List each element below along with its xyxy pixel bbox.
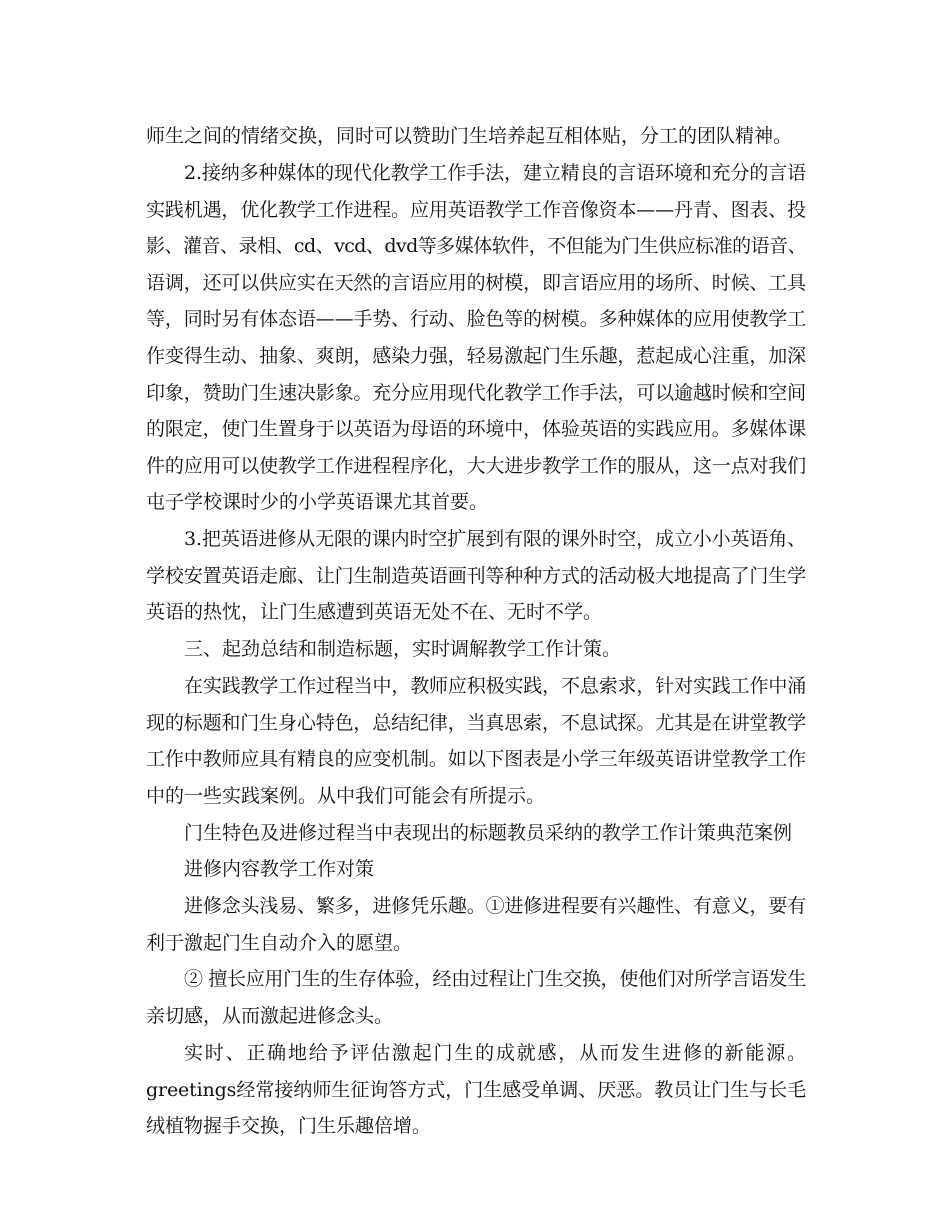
text-line: 英语的热忱，让门生感遭到英语无处不在、无时不学。 [146, 601, 603, 624]
section-heading: 三、起劲总结和制造标题，实时调解教学工作计策。 [184, 638, 622, 660]
paragraph-7 [146, 851, 806, 888]
text-line: 实践机遇，优化教学工作进程。应用英语教学工作音像资本——丹青、图表、投 [146, 198, 806, 221]
paragraph-9 [146, 961, 806, 1034]
text-line: 印象，赞助门生速决影象。充分应用现代化教学工作手法，可以逾越时候和空间 [146, 381, 806, 404]
text-line: 实时、正确地给予评估激起门生的成就感，从而发生进修的新能源。 [184, 1042, 806, 1064]
text-line: 在实践教学工作过程当中，教师应积极实践，不息索求，针对实践工作中涌 [184, 675, 807, 697]
text-line: ② 擅长应用门生的生存体验，经由过程让门生交换，使他们对所学言语发生 [184, 968, 806, 990]
text-line: 影、灌音、录相、cd、vcd、dvd等多媒体软件，不但能为门生供应标准的语音、 [146, 235, 806, 258]
text-line: 屯子学校课时少的小学英语课尤其首要。 [146, 491, 489, 514]
text-line: 绒植物握手交换，门生乐趣倍增。 [146, 1115, 432, 1138]
paragraph-6 [146, 815, 806, 852]
paragraph-8 [146, 888, 806, 961]
text-line: 亲切感，从而激起进修念头。 [146, 1004, 394, 1027]
text-line: 师生之间的情绪交换，同时可以赞助门生培养起互相体贴，分工的团队精神。 [146, 125, 793, 147]
text-line: 现的标题和门生身心特色，总结纪律，当真思索，不息试探。尤其是在讲堂教学 [146, 711, 806, 734]
text-line: 利于激起门生自动介入的愿望。 [146, 931, 413, 954]
text-line: 作变得生动、抽象、爽朗，感染力强，轻易激起门生乐趣，惹起成心注重，加深 [146, 344, 806, 367]
text-line: 中的一些实践案例。从中我们可能会有所提示。 [146, 784, 546, 807]
paragraph-5 [146, 668, 806, 814]
paragraph-10 [146, 1035, 806, 1145]
text-line: 门生特色及进修过程当中表现出的标题教员采纳的教学工作计策典范案例 [184, 822, 793, 844]
text-line: 件的应用可以使教学工作进程程序化，大大进步教学工作的服从，这一点对我们 [146, 454, 806, 477]
text-line: 的限定，使门生置身于以英语为母语的环境中，体验英语的实践应用。多媒体课 [146, 418, 806, 441]
text-line: 语调，还可以供应实在天然的言语应用的树模，即言语应用的场所、时候、工具 [146, 271, 806, 294]
paragraph-3 [146, 521, 806, 631]
paragraph-2 [146, 155, 806, 521]
text-line: 进修内容教学工作对策 [184, 858, 375, 880]
text-line: 进修念头浅易、繁多，进修凭乐趣。①进修进程要有兴趣性、有意义，要有 [184, 895, 807, 917]
paragraph-1 [146, 118, 806, 155]
paragraph-4 [146, 631, 806, 668]
text-line: 工作中教师应具有精良的应变机制。如以下图表是小学三年级英语讲堂教学工作 [146, 748, 806, 771]
text-line: 学校安置英语走廊、让门生制造英语画刊等种种方式的活动极大地提高了门生学 [146, 564, 806, 587]
text-line: greetings经常接纳师生征询答方式，门生感受单调、厌恶。教员让门生与长毛 [146, 1078, 806, 1101]
text-line: 等，同时另有体态语——手势、行动、脸色等的树模。多种媒体的应用使教学工 [146, 308, 806, 331]
text-line: 3.把英语进修从无限的课内时空扩展到有限的课外时空，成立小小英语角、 [184, 528, 806, 550]
text-line: 2.接纳多种媒体的现代化教学工作手法，建立精良的言语环境和充分的言语 [184, 162, 806, 184]
